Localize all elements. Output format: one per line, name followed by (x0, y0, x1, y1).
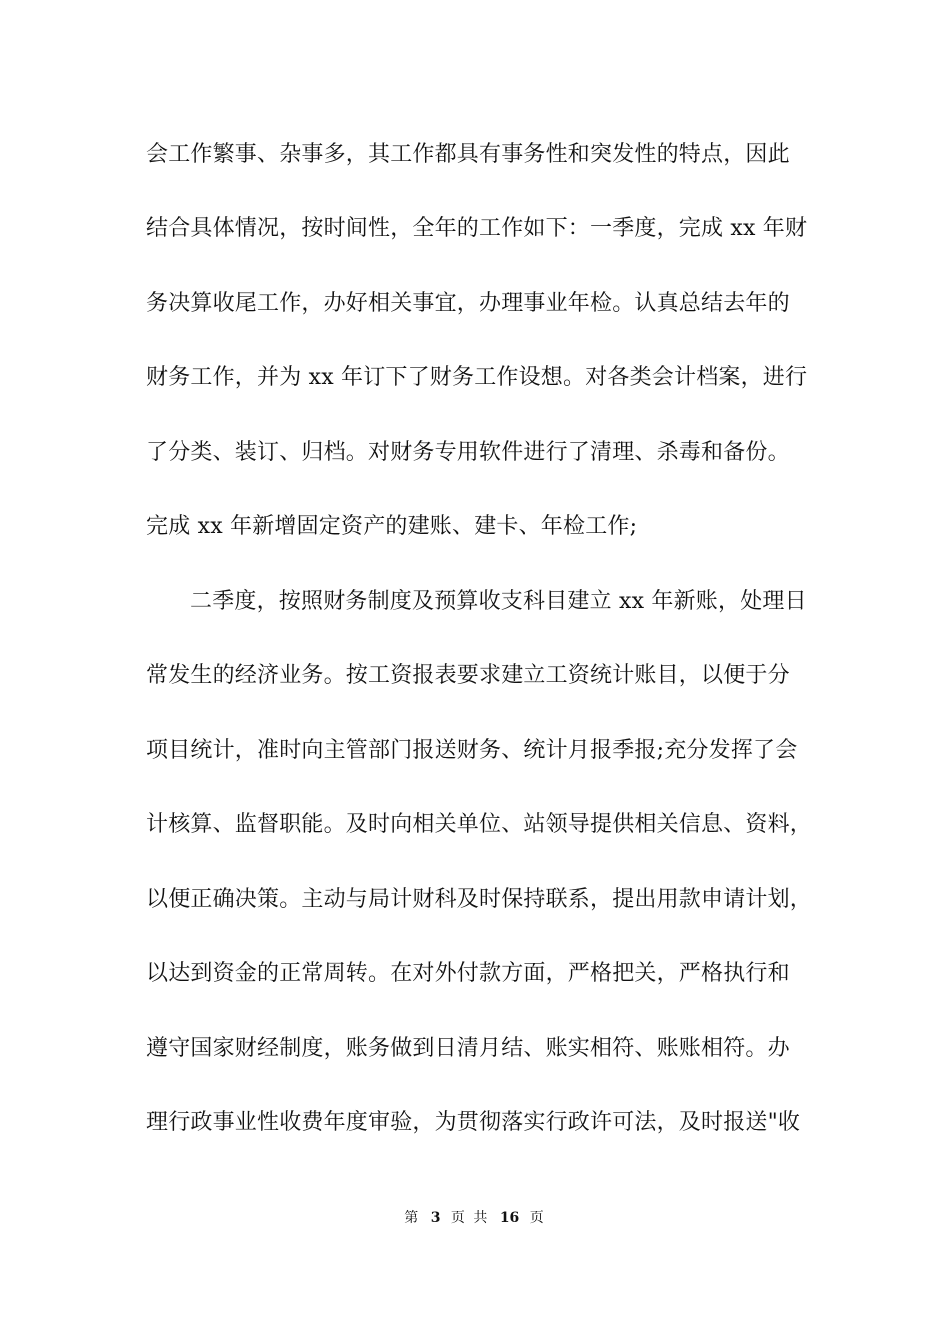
paragraph-line: 理行政事业性收费年度审验，为贯彻落实行政许可法，及时报送"收 (146, 1110, 801, 1135)
paragraph-line: 以达到资金的正常周转。在对外付款方面，严格把关，严格执行和 (146, 961, 790, 986)
paragraph-line: 完成 xx 年新增固定资产的建账、建卡、年检工作; (146, 514, 638, 539)
paragraph-line: 结合具体情况，按时间性，全年的工作如下：一季度，完成 xx 年财 (146, 216, 808, 241)
paragraph-line: 计核算、监督职能。及时向相关单位、站领导提供相关信息、资料， (146, 812, 813, 837)
paragraph-line: 财务工作，并为 xx 年订下了财务工作设想。对各类会计档案，进行 (146, 365, 808, 390)
paragraph-line: 遵守国家财经制度，账务做到日清月结、账实相符、账账相符。办 (146, 1036, 790, 1061)
paragraph-line: 会工作繁事、杂事多，其工作都具有事务性和突发性的特点，因此 (146, 142, 790, 167)
paragraph-line: 务决算收尾工作，办好相关事宜，办理事业年检。认真总结去年的 (146, 291, 790, 316)
paragraph-first-line: 二季度，按照财务制度及预算收支科目建立 xx 年新账，处理日 (190, 589, 807, 614)
paragraph-line: 以便正确决策。主动与局计财科及时保持联系，提出用款申请计划， (146, 887, 813, 912)
footer-prefix: 第 (404, 1210, 421, 1226)
current-page-number: 3 (430, 1210, 441, 1226)
total-pages-number: 16 (499, 1210, 520, 1226)
paragraph-line: 项目统计，准时向主管部门报送财务、统计月报季报;充分发挥了会 (146, 738, 798, 763)
footer-suffix: 页 (529, 1210, 546, 1226)
paragraph-line: 常发生的经济业务。按工资报表要求建立工资统计账目，以便于分 (146, 663, 790, 688)
footer-middle: 页 共 (450, 1210, 490, 1226)
paragraph-line: 了分类、装订、归档。对财务专用软件进行了清理、杀毒和备份。 (146, 440, 790, 465)
page-footer (0, 1208, 950, 1228)
